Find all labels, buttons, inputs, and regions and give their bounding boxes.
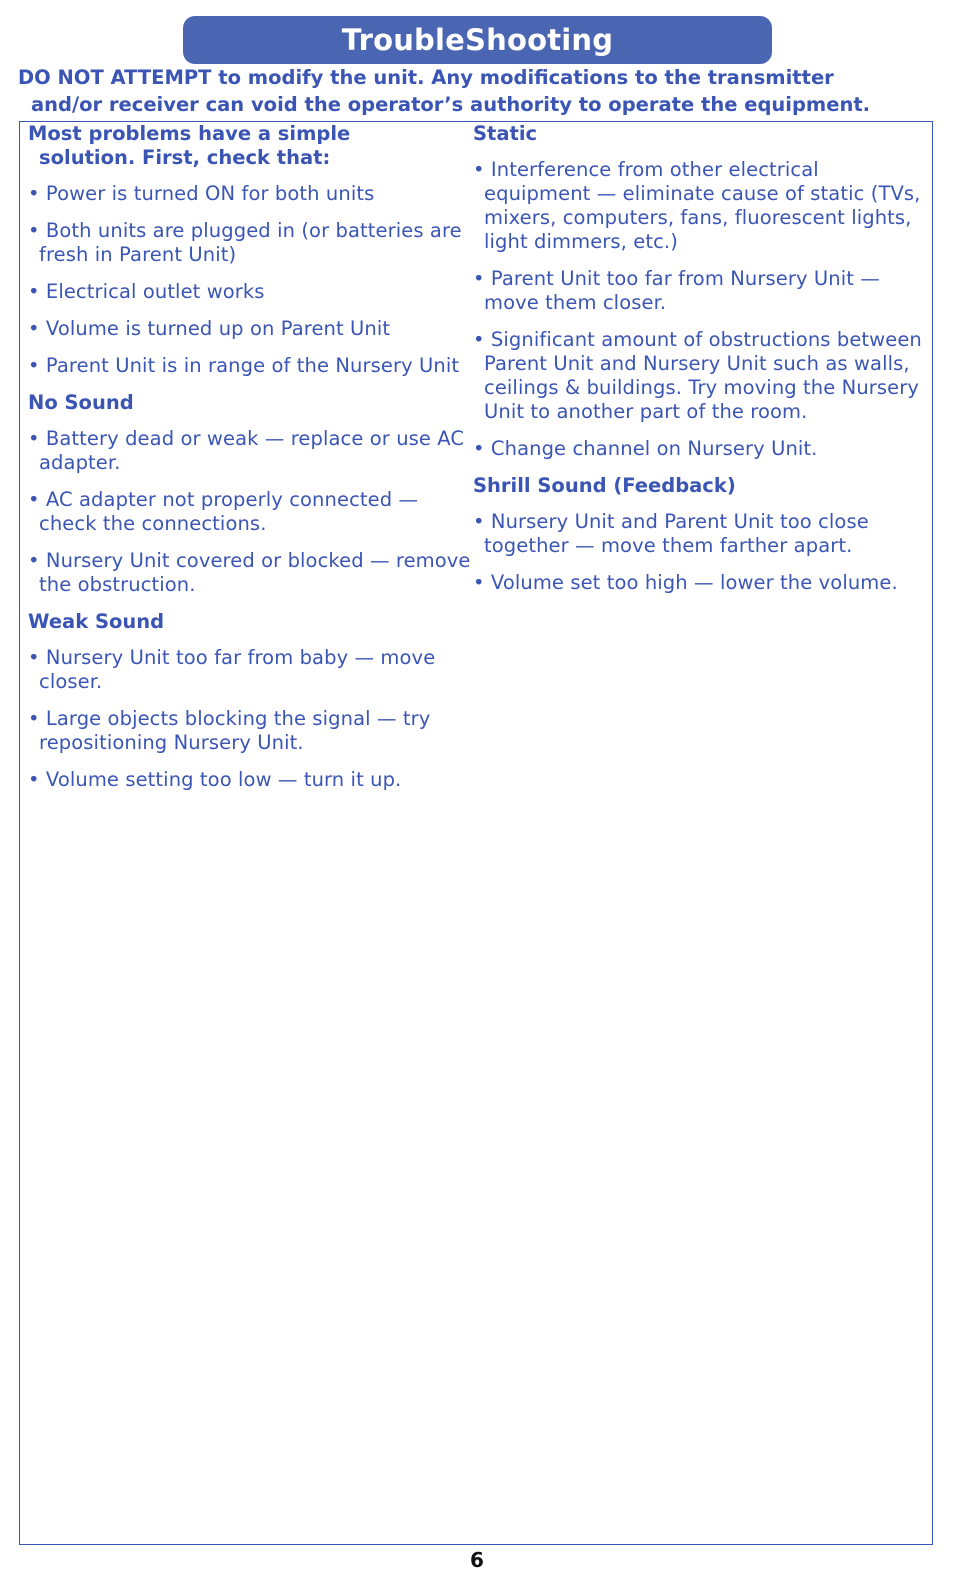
- check-item: • Volume is turned up on Parent Unit: [28, 317, 391, 340]
- intro-line-2: solution. First, check that:: [39, 146, 331, 169]
- static-item: • Change channel on Nursery Unit.: [473, 437, 818, 460]
- check-item: • Power is turned ON for both units: [28, 182, 375, 205]
- intro-line-1: Most problems have a simple: [28, 122, 351, 145]
- page-title: TroubleShooting: [341, 23, 614, 57]
- section-heading-weak-sound: Weak Sound: [28, 610, 165, 633]
- warning-line-2: and/or receiver can void the operator’s authority to operate the equipment.: [31, 93, 871, 116]
- check-item: • Both units are plugged in (or batteries are fresh in Parent Unit): [28, 219, 462, 266]
- shrill-sound-item: • Nursery Unit and Parent Unit too close together — move them farther apart.: [473, 510, 869, 557]
- weak-sound-item: • Volume setting too low — turn it up.: [28, 768, 402, 791]
- static-item: • Interference from other electrical equipment — eliminate cause of static (TVs, mixers, computers, fans, fluorescent lights, light dimmers, etc.): [473, 158, 921, 253]
- title-banner: [183, 16, 772, 64]
- troubleshooting-box: [19, 121, 933, 1545]
- section-heading-shrill-sound: Shrill Sound (Feedback): [473, 474, 736, 497]
- no-sound-item: • Battery dead or weak — replace or use AC adapter.: [28, 427, 465, 474]
- intro-heading: [28, 122, 476, 170]
- check-item: • Parent Unit is in range of the Nursery Unit: [28, 354, 460, 377]
- no-sound-item: • AC adapter not properly connected — check the connections.: [28, 488, 419, 535]
- section-heading-static: Static: [473, 122, 538, 145]
- warning-line-1: DO NOT ATTEMPT to modify the unit. Any modifications to the transmitter: [18, 66, 834, 89]
- right-column: [473, 122, 923, 608]
- static-item: • Parent Unit too far from Nursery Unit — move them closer.: [473, 267, 880, 314]
- section-heading-no-sound: No Sound: [28, 391, 134, 414]
- shrill-sound-item: • Volume set too high — lower the volume.: [473, 571, 898, 594]
- page-number: 6: [470, 1548, 484, 1572]
- check-item: • Electrical outlet works: [28, 280, 265, 303]
- weak-sound-item: • Nursery Unit too far from baby — move closer.: [28, 646, 436, 693]
- left-column: [28, 122, 476, 805]
- no-sound-item: • Nursery Unit covered or blocked — remove the obstruction.: [28, 549, 471, 596]
- warning-notice: [18, 64, 918, 118]
- weak-sound-item: • Large objects blocking the signal — try repositioning Nursery Unit.: [28, 707, 431, 754]
- static-item: • Significant amount of obstructions between Parent Unit and Nursery Unit such as walls, ceilings & buildings. Try moving the Nursery Unit to another part of the room.: [473, 328, 922, 423]
